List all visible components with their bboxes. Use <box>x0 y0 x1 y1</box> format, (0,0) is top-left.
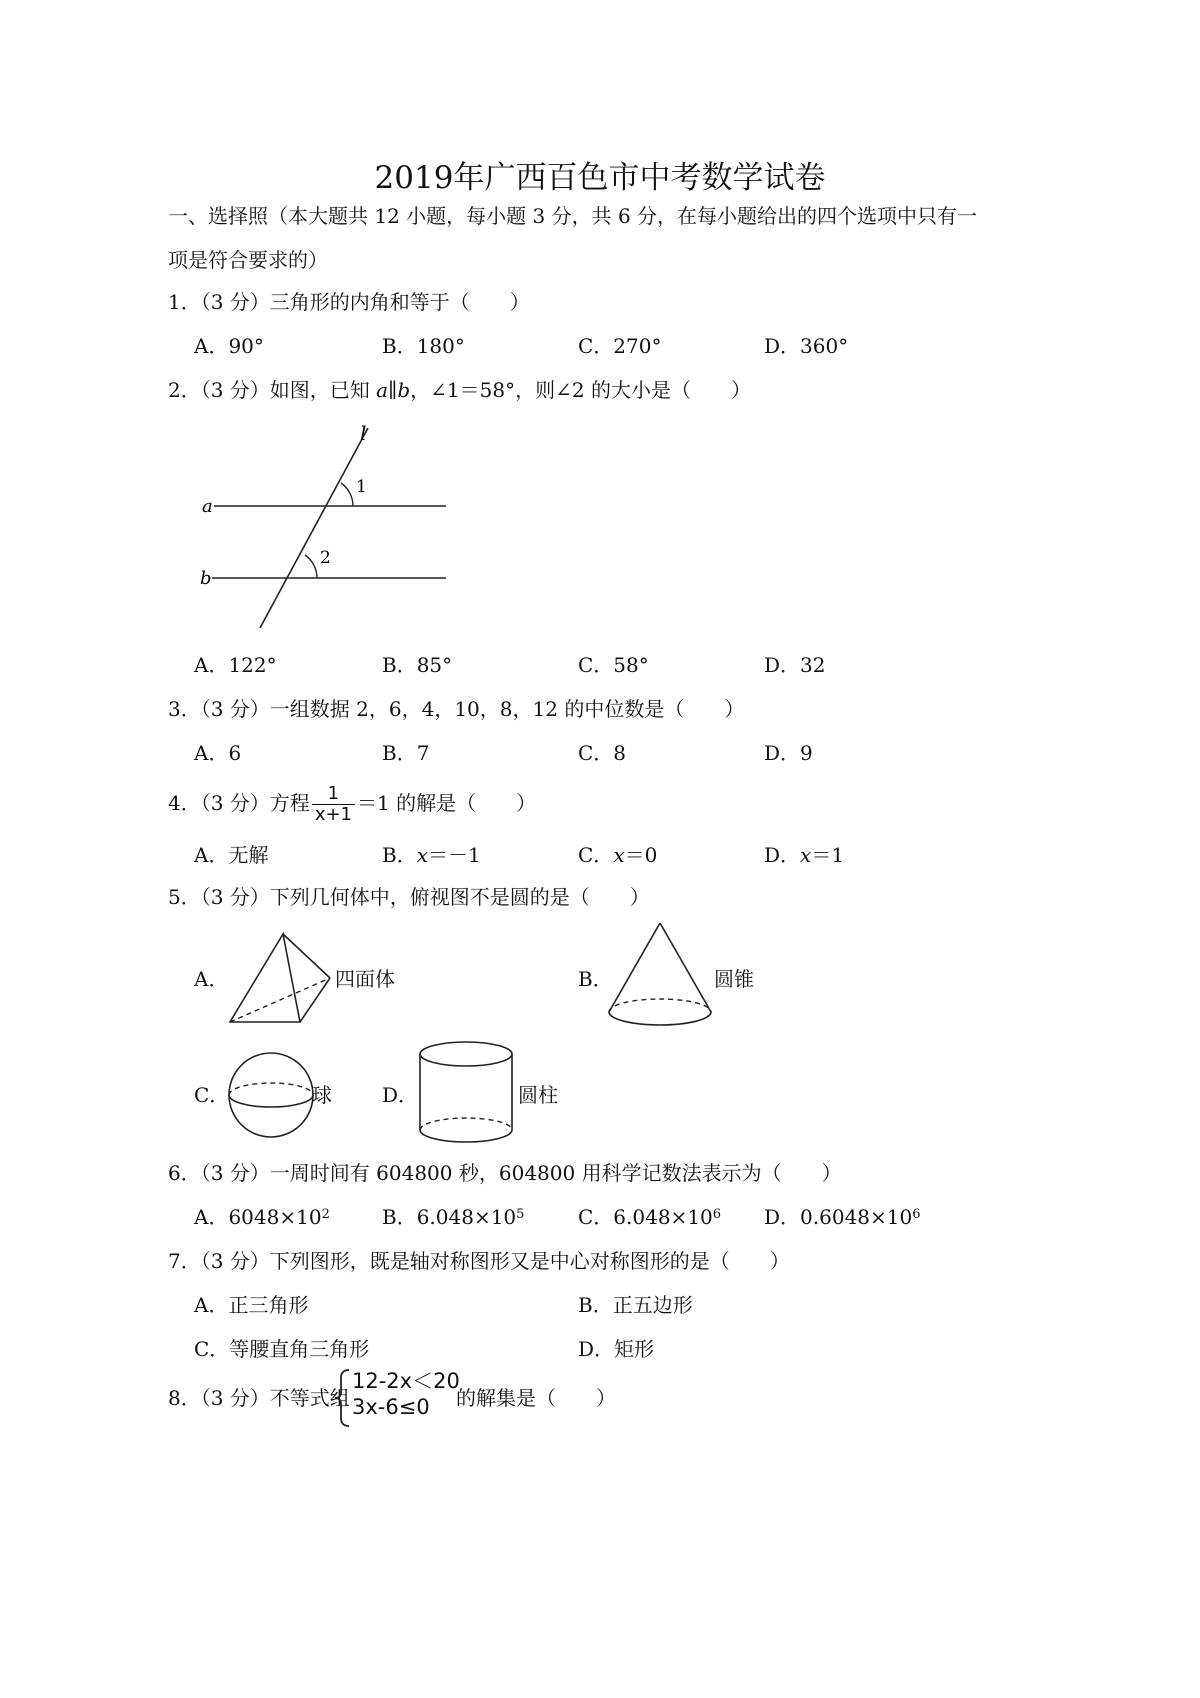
tetrahedron-figure <box>225 930 335 1026</box>
fraction-1-over-x-plus-1: $\frac{1}{x+1}$ <box>312 784 355 825</box>
transversal-l <box>260 428 368 628</box>
question-5-label-sphere: 球 <box>312 1083 332 1107</box>
question-4-stem: 4．（3 分）方程 $\frac{1}{x+1}$ ＝1 的解是（ ） <box>168 783 537 825</box>
question-1-option-a: A．90° <box>194 334 264 358</box>
question-3-option-c: C．8 <box>578 741 627 765</box>
question-5-stem: 5．（3 分）下列几何体中，俯视图不是圆的是（ ） <box>168 885 650 909</box>
label-a: a <box>202 496 213 517</box>
label-l: l <box>360 421 367 445</box>
question-2-stem: 2．（3 分）如图，已知 a∥b，∠1＝58°，则∠2 的大小是（ ） <box>168 378 751 402</box>
question-1-option-c: C．270° <box>578 334 662 358</box>
question-1-option-d: D．360° <box>764 334 849 358</box>
question-7-stem: 7．（3 分）下列图形，既是轴对称图形又是中心对称图形的是（ ） <box>168 1249 790 1273</box>
question-5-option-a: A． <box>194 967 229 991</box>
inequality-2: 3x-6≤0 <box>352 1395 430 1419</box>
question-8-stem-pre: 8．（3 分）不等式组 <box>168 1386 350 1410</box>
sphere-figure <box>226 1050 316 1140</box>
question-5-label-tetrahedron: 四面体 <box>335 967 395 991</box>
question-1-stem: 1．（3 分）三角形的内角和等于（ ） <box>168 290 530 314</box>
cylinder-figure <box>416 1040 516 1146</box>
question-5-label-cone: 圆锥 <box>714 967 754 991</box>
question-4-option-b: B．x＝－1 <box>382 843 481 867</box>
page-title: 2019年广西百色市中考数学试卷 <box>374 160 826 196</box>
section-heading-line1: 一、选择照（本大题共 12 小题，每小题 3 分，共 6 分，在每小题给出的四个选项中只有一 <box>168 204 978 228</box>
question-5-option-c: C． <box>194 1083 230 1107</box>
question-1-option-b: B．180° <box>382 334 465 358</box>
question-2-option-d: D．32 <box>764 653 826 677</box>
label-b: b <box>200 568 212 589</box>
question-6-stem: 6．（3 分）一周时间有 604800 秒，604800 用科学记数法表示为（ ） <box>168 1161 842 1185</box>
question-3-option-a: A．6 <box>194 741 242 765</box>
question-3-option-b: B．7 <box>382 741 430 765</box>
question-2-option-b: B．85° <box>382 653 453 677</box>
question-6-option-a: A．$6048\times 10^2$ <box>194 1205 330 1229</box>
cone-figure <box>605 920 715 1030</box>
question-5-option-b: B． <box>578 967 613 991</box>
question-5-label-cylinder: 圆柱 <box>518 1083 558 1107</box>
question-4-option-a: A．无解 <box>194 843 269 867</box>
question-4-option-c: C．x＝0 <box>578 843 658 867</box>
section-heading-line2: 项是符合要求的） <box>168 248 328 272</box>
question-6-option-d: D．$0.6048\times 10^6$ <box>764 1205 921 1229</box>
angle-1-arc <box>341 483 353 506</box>
question-4-option-d: D．x＝1 <box>764 843 845 867</box>
label-angle-1: 1 <box>356 477 367 497</box>
inequality-system <box>352 1368 460 1420</box>
inequality-1: 12-2x＜20 <box>352 1369 460 1393</box>
question-3-stem: 3．（3 分）一组数据 2，6，4，10，8，12 的中位数是（ ） <box>168 697 745 721</box>
question-6-option-b: B．$6.048\times 10^5$ <box>382 1205 525 1229</box>
parallel-lines-figure <box>190 420 460 635</box>
question-3-option-d: D．9 <box>764 741 813 765</box>
brace-icon <box>334 1368 352 1428</box>
question-2-option-a: A．122° <box>194 653 277 677</box>
question-7-option-d: D．矩形 <box>578 1337 655 1361</box>
question-6-option-c: C．$6.048\times 10^6$ <box>578 1205 722 1229</box>
angle-2-arc <box>305 555 317 578</box>
question-5-option-d: D． <box>382 1083 419 1107</box>
question-7-option-c: C．等腰直角三角形 <box>194 1337 370 1361</box>
question-7-option-a: A．正三角形 <box>194 1293 309 1317</box>
question-7-option-b: B．正五边形 <box>578 1293 693 1317</box>
question-8-stem-post: 的解集是（ ） <box>456 1386 616 1410</box>
question-2-option-c: C．58° <box>578 653 649 677</box>
label-angle-2: 2 <box>320 548 331 568</box>
